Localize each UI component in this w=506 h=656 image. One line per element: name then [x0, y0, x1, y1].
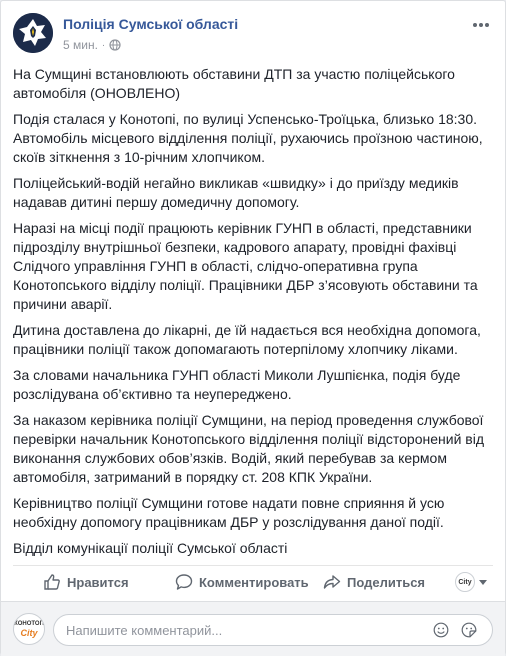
page-avatar[interactable]: [13, 13, 53, 53]
post-as-selector[interactable]: [455, 572, 487, 592]
like-button[interactable]: [43, 573, 129, 591]
police-badge-icon: [13, 13, 53, 53]
post-paragraph: Поліцейський-водій негайно викликав «швидку» і до приїзду медиків надавав дитині першу домедичну допомогу.: [13, 175, 459, 210]
post-signature: Відділ комунікації поліції Сумської області: [13, 540, 288, 556]
post-header: [13, 13, 493, 57]
commenter-avatar[interactable]: [13, 613, 45, 645]
post-timestamp[interactable]: 5 мин.: [63, 38, 98, 52]
like-label: Нравится: [67, 574, 129, 590]
commenter-avatar-line1: КОНОТОП: [14, 620, 44, 627]
comment-button[interactable]: [175, 573, 309, 591]
post-paragraph: Подія сталася у Конотопі, по вулиці Успенсько-Троїцька, близько 18:30. Автомобіль місцевого відділення поліції, рухаючись проїзною частиною, скоїв зіткнення з 10-річним хлопчиком.: [13, 111, 483, 165]
globe-icon[interactable]: [109, 39, 121, 51]
page-name-link[interactable]: Поліція Сумської області: [63, 16, 239, 32]
post-paragraph-title: На Сумщині встановлюють обставини ДТП за участю поліцейського автомобіля (ОНОВЛЕНО): [13, 66, 455, 101]
smiley-icon[interactable]: [433, 622, 449, 638]
share-label: Поделиться: [347, 574, 426, 590]
ellipsis-icon[interactable]: [471, 17, 491, 33]
post-paragraph: За словами начальника ГУНП області Миколи Лушпієнка, подія буде розслідувана об’єктивно та неупереджено.: [13, 367, 461, 402]
post-paragraph: За наказом керівника поліції Сумщини, на період проведення службової перевірки начальник Конотопського відділення поліції відсторонений від виконання службових обов’язків. Водій, який перебував за кермом автомобіля, затриманий в порядку ст. 208 КПК України.: [13, 412, 484, 485]
sticker-icon[interactable]: [461, 622, 477, 638]
comment-input[interactable]: [53, 614, 493, 646]
comment-composer: [1, 601, 505, 656]
post-paragraph: Дитина доставлена до лікарні, де їй надається вся необхідна допомога, працівники поліції також допомагають потерпілому хлопчику ліками.: [13, 322, 481, 357]
share-arrow-icon: [323, 573, 341, 591]
page-mini-logo: City: [455, 572, 475, 592]
post-content: [13, 65, 495, 565]
thumbs-up-icon: [43, 573, 61, 591]
meta-separator: ·: [101, 39, 106, 51]
post-actions-bar: [13, 565, 493, 597]
commenter-avatar-line2: City: [20, 627, 38, 638]
post-meta: [63, 38, 121, 52]
chevron-down-icon: [479, 580, 487, 585]
comment-label: Комментировать: [199, 574, 309, 590]
share-button[interactable]: [323, 573, 425, 591]
speech-bubble-icon: [175, 573, 193, 591]
post-paragraph: Керівництво поліції Сумщини готове надати повне сприяння й усю необхідну допомогу працівникам ДБР у розслідування даної події.: [13, 495, 445, 530]
post-paragraph: Наразі на місці події працюють керівник ГУНП в області, представники підрозділу внутрішньої безпеки, кадрового апарату, провідні фахівці Слідчого управління ГУНП в області, слідчо-оперативна група Конотопського відділу поліції. Працівники ДБР з’ясовують обставини та причини аварії.: [13, 220, 478, 312]
